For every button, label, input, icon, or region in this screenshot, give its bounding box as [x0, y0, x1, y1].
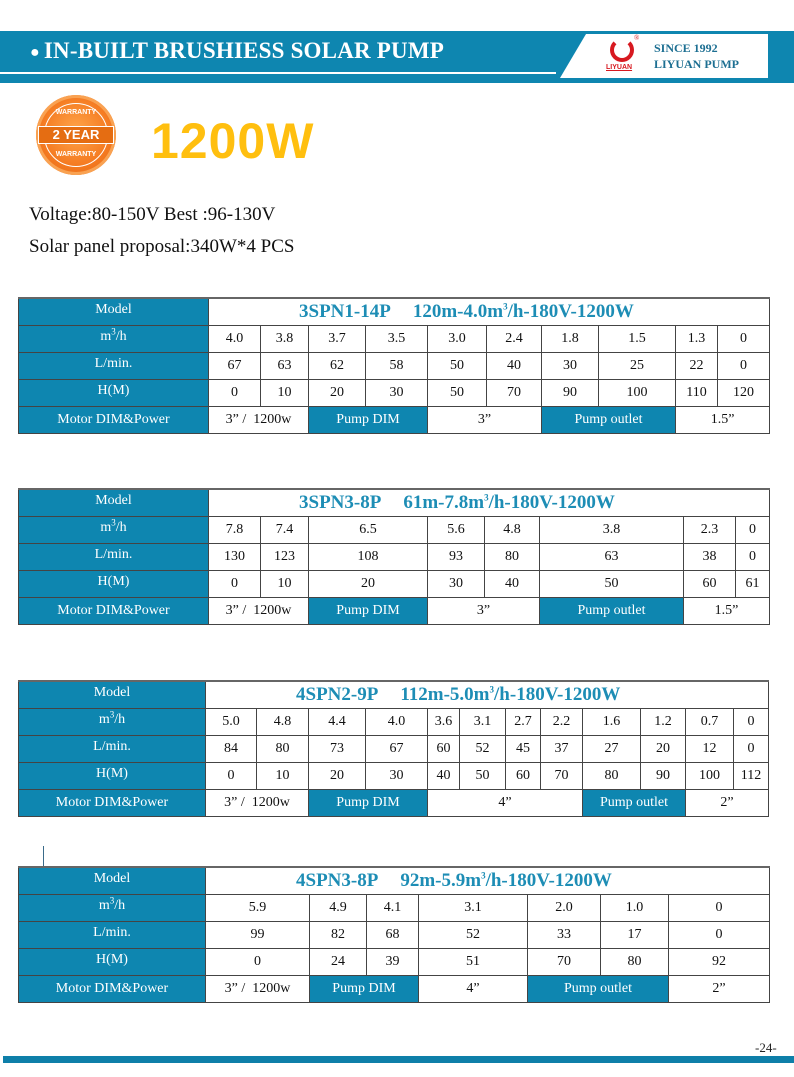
model-name: 4SPN2-9P [296, 684, 379, 705]
cell: 0 [734, 709, 769, 736]
head-row [19, 949, 770, 976]
cell: 100 [686, 763, 734, 790]
cell: 73 [309, 736, 366, 763]
superscript-3: 3 [503, 301, 508, 312]
pump-outlet-value: 1.5” [676, 407, 770, 434]
cell: 52 [419, 922, 528, 949]
motor-row [19, 598, 770, 625]
motor-label: Motor DIM&Power [19, 598, 209, 625]
model-name: 3SPN3-8P [299, 492, 382, 513]
model-spec-a: 120m-4.0m [412, 301, 504, 322]
cell: 4.4 [309, 709, 366, 736]
cell: 0 [669, 895, 770, 922]
voltage-spec: Voltage:80-150V Best :96-130V [29, 204, 276, 225]
cell: 4.1 [367, 895, 419, 922]
cell: 6.5 [309, 517, 428, 544]
model-spec-a: 112m-5.0m [400, 684, 490, 705]
cell: 60 [428, 736, 460, 763]
cell: 130 [209, 544, 261, 571]
head-label: H(M) [19, 571, 209, 598]
cell: 90 [542, 380, 599, 407]
pump-outlet-value: 2” [686, 790, 769, 817]
page-number: -24- [755, 1040, 777, 1055]
cell: 93 [428, 544, 485, 571]
cell: 1.3 [676, 326, 718, 353]
pump-table-4spn2-9p [18, 680, 769, 817]
head-label: H(M) [19, 763, 206, 790]
model-label: Model [19, 681, 206, 709]
cell: 24 [310, 949, 367, 976]
cell: 4.8 [485, 517, 540, 544]
cell: 10 [261, 571, 309, 598]
badge-top-text: WARRANTY [55, 109, 97, 116]
pump-outlet-label: Pump outlet [528, 976, 669, 1003]
model-row [19, 489, 770, 517]
motor-row [19, 976, 770, 1003]
cell: 30 [542, 353, 599, 380]
bullet-icon: ● [30, 43, 40, 61]
badge-middle-text: 2 YEAR [38, 126, 114, 144]
cell: 30 [366, 380, 428, 407]
cell: 17 [601, 922, 669, 949]
cell: 0 [206, 949, 310, 976]
cell: 0 [209, 380, 261, 407]
cell: 5.9 [206, 895, 310, 922]
flow-lmin-label: L/min. [19, 544, 209, 571]
cell: 120 [718, 380, 770, 407]
cell: 2.0 [528, 895, 601, 922]
motor-value: 3” / 1200w [209, 407, 309, 434]
superscript-3: 3 [481, 870, 486, 881]
head-label: H(M) [19, 949, 206, 976]
logo-text: LIYUAN [606, 64, 633, 71]
cell: 30 [428, 571, 485, 598]
model-label: Model [19, 489, 209, 517]
head-row [19, 763, 769, 790]
cell: 84 [206, 736, 257, 763]
cell: 7.4 [261, 517, 309, 544]
motor-row [19, 407, 770, 434]
cell: 22 [676, 353, 718, 380]
cell: 2.4 [487, 326, 542, 353]
warranty-badge-icon [36, 95, 116, 175]
cell: 50 [460, 763, 506, 790]
cell: 0 [206, 763, 257, 790]
pump-dim-label: Pump DIM [309, 407, 428, 434]
model-title [206, 681, 769, 709]
cell: 0 [669, 922, 770, 949]
power-rating: 1200W [151, 113, 315, 169]
cell: 4.0 [209, 326, 261, 353]
cell: 10 [261, 380, 309, 407]
cell: 0 [734, 736, 769, 763]
cell: 67 [366, 736, 428, 763]
badge-bottom-text: WARRANTY [55, 151, 97, 158]
cell: 108 [309, 544, 428, 571]
cell: 2.7 [506, 709, 541, 736]
flow-m3h-row [19, 895, 770, 922]
cell: 1.8 [542, 326, 599, 353]
flow-m3h-label: $m^3/h$ [19, 326, 209, 353]
model-spec-b: /h-180V-1200W [507, 301, 634, 322]
banner-divider [0, 72, 556, 74]
cell: 0.7 [686, 709, 734, 736]
cell: 80 [583, 763, 641, 790]
pump-table-3spn3-8p [18, 488, 770, 625]
flow-lmin-label: L/min. [19, 353, 209, 380]
flow-m3h-row [19, 709, 769, 736]
model-row [19, 867, 770, 895]
cell: 70 [528, 949, 601, 976]
pump-table-3spn1-14p [18, 297, 770, 434]
cell: 99 [206, 922, 310, 949]
page-title-text: IN-BUILT BRUSHIESS SOLAR PUMP [43, 38, 444, 63]
motor-value: 3” / 1200w [206, 790, 309, 817]
cell: 4.0 [366, 709, 428, 736]
cell: 50 [428, 353, 487, 380]
cell: 45 [506, 736, 541, 763]
pump-dim-value: 4” [419, 976, 528, 1003]
cell: 63 [261, 353, 309, 380]
registered-mark: ® [634, 34, 640, 42]
cell: 80 [485, 544, 540, 571]
model-spec-b: /h-180V-1200W [488, 492, 615, 513]
flow-m3h-row [19, 517, 770, 544]
cell: 27 [583, 736, 641, 763]
pump-dim-label: Pump DIM [310, 976, 419, 1003]
cell: 20 [309, 763, 366, 790]
model-label: Model [19, 298, 209, 326]
cell: 1.6 [583, 709, 641, 736]
model-title [209, 298, 770, 326]
motor-label: Motor DIM&Power [19, 976, 206, 1003]
cell: 5.6 [428, 517, 485, 544]
cell: 0 [736, 517, 770, 544]
cell: 1.0 [601, 895, 669, 922]
cell: 33 [528, 922, 601, 949]
motor-value: 3” / 1200w [206, 976, 310, 1003]
model-label: Model [19, 867, 206, 895]
cell: 10 [257, 763, 309, 790]
pump-dim-value: 4” [428, 790, 583, 817]
since-text: SINCE 1992 [654, 41, 718, 55]
head-label: H(M) [19, 380, 209, 407]
model-spec-b: /h-180V-1200W [494, 684, 621, 705]
cell: 51 [419, 949, 528, 976]
cell: 12 [686, 736, 734, 763]
cell: 2.3 [684, 517, 736, 544]
model-title [206, 867, 770, 895]
cell: 80 [257, 736, 309, 763]
pump-outlet-value: 2” [669, 976, 770, 1003]
flow-m3h-row [19, 326, 770, 353]
pump-dim-value: 3” [428, 598, 540, 625]
cell: 37 [541, 736, 583, 763]
cell: 3.1 [419, 895, 528, 922]
pump-outlet-value: 1.5” [684, 598, 770, 625]
cell: 110 [676, 380, 718, 407]
cell: 63 [540, 544, 684, 571]
cell: 60 [684, 571, 736, 598]
cell: 2.2 [541, 709, 583, 736]
pump-outlet-label: Pump outlet [540, 598, 684, 625]
cell: 70 [487, 380, 542, 407]
cell: 68 [367, 922, 419, 949]
footer-bar [3, 1056, 794, 1063]
model-spec-a: 92m-5.9m [400, 870, 482, 891]
cell: 90 [641, 763, 686, 790]
cell: 50 [428, 380, 487, 407]
model-spec-a: 61m-7.8m [403, 492, 485, 513]
cell: 5.0 [206, 709, 257, 736]
cell: 3.5 [366, 326, 428, 353]
flow-lmin-label: L/min. [19, 736, 206, 763]
cell: 3.8 [540, 517, 684, 544]
pump-dim-value: 3” [428, 407, 542, 434]
cell: 3.7 [309, 326, 366, 353]
motor-row [19, 790, 769, 817]
pump-outlet-label: Pump outlet [542, 407, 676, 434]
head-row [19, 380, 770, 407]
model-row [19, 298, 770, 326]
cell: 62 [309, 353, 366, 380]
cell: 0 [718, 353, 770, 380]
cell: 25 [599, 353, 676, 380]
cell: 112 [734, 763, 769, 790]
margin-marker [43, 846, 44, 866]
superscript-3: 3 [489, 684, 495, 695]
cell: 82 [310, 922, 367, 949]
cell: 4.8 [257, 709, 309, 736]
cell: 20 [641, 736, 686, 763]
cell: 1.5 [599, 326, 676, 353]
cell: 58 [366, 353, 428, 380]
cell: 1.2 [641, 709, 686, 736]
model-row [19, 681, 769, 709]
cell: 67 [209, 353, 261, 380]
flow-lmin-row [19, 544, 770, 571]
page-title [30, 38, 444, 64]
brand-tagline [654, 40, 739, 72]
motor-label: Motor DIM&Power [19, 407, 209, 434]
model-title [209, 489, 770, 517]
cell: 123 [261, 544, 309, 571]
cell: 20 [309, 571, 428, 598]
cell: 20 [309, 380, 366, 407]
cell: 50 [540, 571, 684, 598]
model-name: 4SPN3-8P [296, 870, 379, 891]
cell: 7.8 [209, 517, 261, 544]
flow-lmin-row [19, 736, 769, 763]
cell: 30 [366, 763, 428, 790]
cell: 3.8 [261, 326, 309, 353]
solar-panel-spec: Solar panel proposal:340W*4 PCS [29, 236, 295, 257]
model-name: 3SPN1-14P [299, 301, 391, 322]
pump-table-4spn3-8p [18, 866, 770, 1003]
flow-lmin-row [19, 922, 770, 949]
model-spec-b: /h-180V-1200W [485, 870, 612, 891]
pump-outlet-label: Pump outlet [583, 790, 686, 817]
liyuan-logo-icon [610, 38, 634, 62]
cell: 38 [684, 544, 736, 571]
brand-name: LIYUAN PUMP [654, 57, 739, 71]
cell: 100 [599, 380, 676, 407]
cell: 40 [428, 763, 460, 790]
cell: 52 [460, 736, 506, 763]
cell: 3.6 [428, 709, 460, 736]
cell: 40 [485, 571, 540, 598]
logo-slant [560, 34, 586, 78]
flow-lmin-label: L/min. [19, 922, 206, 949]
cell: 39 [367, 949, 419, 976]
superscript-3: 3 [484, 492, 489, 503]
cell: 0 [718, 326, 770, 353]
pump-dim-label: Pump DIM [309, 790, 428, 817]
cell: 92 [669, 949, 770, 976]
cell: 61 [736, 571, 770, 598]
head-row [19, 571, 770, 598]
cell: 4.9 [310, 895, 367, 922]
motor-value: 3” / 1200w [209, 598, 309, 625]
cell: 40 [487, 353, 542, 380]
cell: 3.1 [460, 709, 506, 736]
cell: 3.0 [428, 326, 487, 353]
pump-dim-label: Pump DIM [309, 598, 428, 625]
flow-m3h-label: $m^3/h$ [19, 895, 206, 922]
flow-m3h-label: $m^3/h$ [19, 709, 206, 736]
cell: 0 [209, 571, 261, 598]
flow-lmin-row [19, 353, 770, 380]
cell: 0 [736, 544, 770, 571]
cell: 60 [506, 763, 541, 790]
cell: 80 [601, 949, 669, 976]
cell: 70 [541, 763, 583, 790]
motor-label: Motor DIM&Power [19, 790, 206, 817]
flow-m3h-label: $m^3/h$ [19, 517, 209, 544]
